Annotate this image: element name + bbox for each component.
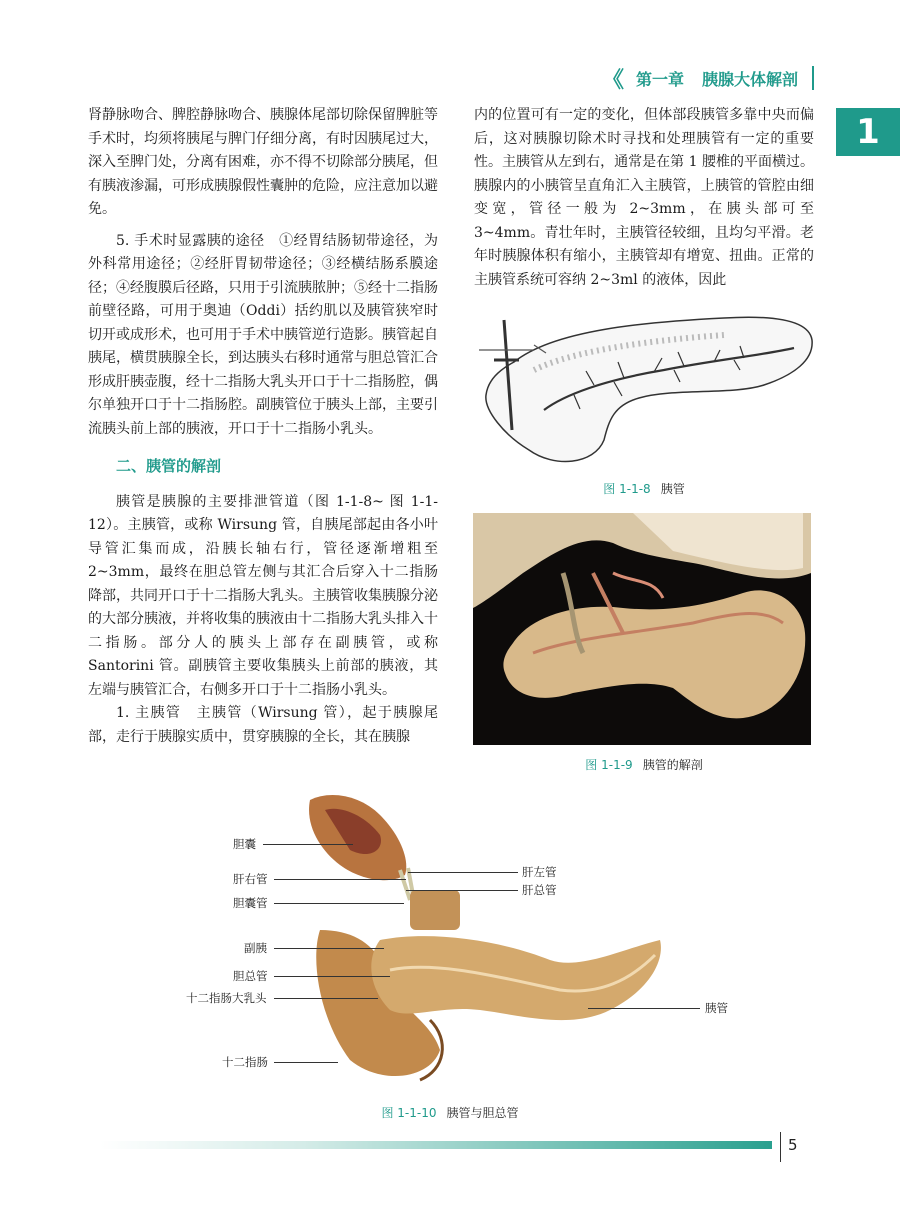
figure-duct-and-bile-duct-photo	[280, 790, 670, 1090]
leader-line	[406, 890, 518, 891]
left-paragraph-1: 肾静脉吻合、脾腔静脉吻合、胰腺体尾部切除保留脾脏等手术时，均须将胰尾与脾门仔细分离，有时因胰尾过大，深入至脾门处，分离有困难，亦不得不切除部分胰尾，但有胰液渗漏，可形成胰腺假性囊肿的危险，应注意加以避免。	[88, 107, 438, 217]
leader-line	[274, 1062, 338, 1063]
label-cystic-duct: 胆囊管	[233, 896, 268, 910]
running-header	[601, 66, 814, 93]
figure-number: 图 1-1-10	[381, 1106, 437, 1120]
figure-caption-1-1-9	[474, 756, 814, 773]
chapter-title: 胰腺大体解剖	[701, 69, 798, 89]
label-common-hepatic-duct: 肝总管	[522, 883, 557, 897]
footer-divider	[780, 1132, 781, 1162]
figure-number: 图 1-1-9	[585, 758, 633, 772]
page-number: 5	[788, 1136, 798, 1154]
label-right-hepatic-duct: 肝右管	[233, 872, 268, 886]
left-paragraph-3: 胰管是胰腺的主要排泄管道（图 1-1-8~ 图 1-1-12）。主胰管，或称 Wirsung 管，自胰尾部起由各小叶导管汇集而成，沿胰长轴右行，管径逐渐增粗至 2~3mm，最终在胆总管左侧与其汇合后穿入十二指肠降部，共同开口于十二指肠大乳头。主胰管收集胰腺分泌的大部分胰液，并将收集的胰液由十二指肠大乳头排入十二指肠。部分人的胰头上部存在副胰管，或称 Santorini 管。副胰管主要收集胰头上前部的胰液，其左端与胰管汇合，右侧多开口于十二指肠小乳头。	[88, 493, 438, 698]
figure-title: 胰管的解剖	[642, 758, 703, 772]
section-heading: 二、胰管的解剖	[116, 457, 222, 475]
right-column	[474, 104, 814, 292]
label-major-papilla: 十二指肠大乳头	[186, 991, 267, 1005]
label-common-bile-duct: 胆总管	[233, 969, 268, 983]
figure-title: 胰管	[660, 482, 685, 496]
left-column	[88, 104, 438, 749]
right-paragraph-1: 内的位置可有一定的变化，但体部段胰管多靠中央而偏后，这对胰腺切除术时寻找和处理胰管有一定的重要性。主胰管从左到右，通常是在第 1 腰椎的平面横过。胰腺内的小胰管呈直角汇入主胰管，上胰管的管腔由细变宽，管径一般为 2~3mm，在胰头部可至 3~4mm。青壮年时，主胰管径较细，且均匀平滑。老年时胰腺体积有缩小，主胰管却有增宽、扭曲。正常的主胰管系统可容纳 2~3ml 的液体，因此	[474, 107, 814, 288]
left-paragraph-2: 5. 手术时显露胰的途径 ①经胃结肠韧带途径，为外科常用途径；②经肝胃韧带途径；③经横结肠系膜途径；④经腹膜后径路，只用于引流胰脓肿；⑤经十二指肠前壁径路，可用于奥迪（Oddi）括约肌以及胰管狭窄时切开或成形术，也可用于手术中胰管逆行造影。胰管起自胰尾，横贯胰腺全长，到达胰头右移时通常与胆总管汇合形成肝胰壶腹，经十二指肠大乳头开口于十二指肠腔，偶尔单独开口于十二指肠腔。副胰管位于胰头上部，主要引流胰头前上部的胰液，开口于十二指肠小乳头。	[88, 232, 438, 437]
chapter-number: 第一章	[635, 69, 684, 89]
leader-line	[263, 844, 353, 845]
chapter-tab: 1	[836, 108, 900, 156]
figure-caption-1-1-8	[474, 480, 814, 497]
footer-gradient-bar	[100, 1141, 772, 1149]
left-paragraph-4: 1. 主胰管 主胰管（Wirsung 管），起于胰腺尾部，走行于胰腺实质中，贯穿胰腺的全长，其在胰腺	[88, 705, 438, 745]
leader-line	[274, 879, 406, 880]
leader-line	[274, 976, 390, 977]
label-duodenum: 十二指肠	[222, 1055, 268, 1069]
header-divider	[812, 66, 814, 90]
figure-caption-1-1-10	[280, 1104, 620, 1121]
leader-line	[274, 998, 378, 999]
label-pancreatic-duct: 胰管	[705, 1001, 728, 1015]
double-chevron-icon: 《	[601, 67, 618, 93]
label-left-hepatic-duct: 肝左管	[522, 865, 557, 879]
figure-title: 胰管与胆总管	[446, 1106, 519, 1120]
figure-pancreatic-duct-photo	[473, 513, 811, 745]
leader-line	[274, 903, 404, 904]
label-accessory-pancreas: 副胰	[244, 941, 267, 955]
figure-number: 图 1-1-8	[603, 482, 651, 496]
label-gallbladder: 胆囊	[233, 837, 256, 851]
figure-pancreatic-duct-drawing	[474, 300, 814, 470]
leader-line	[274, 948, 384, 949]
leader-line	[588, 1008, 700, 1009]
leader-line	[408, 872, 518, 873]
